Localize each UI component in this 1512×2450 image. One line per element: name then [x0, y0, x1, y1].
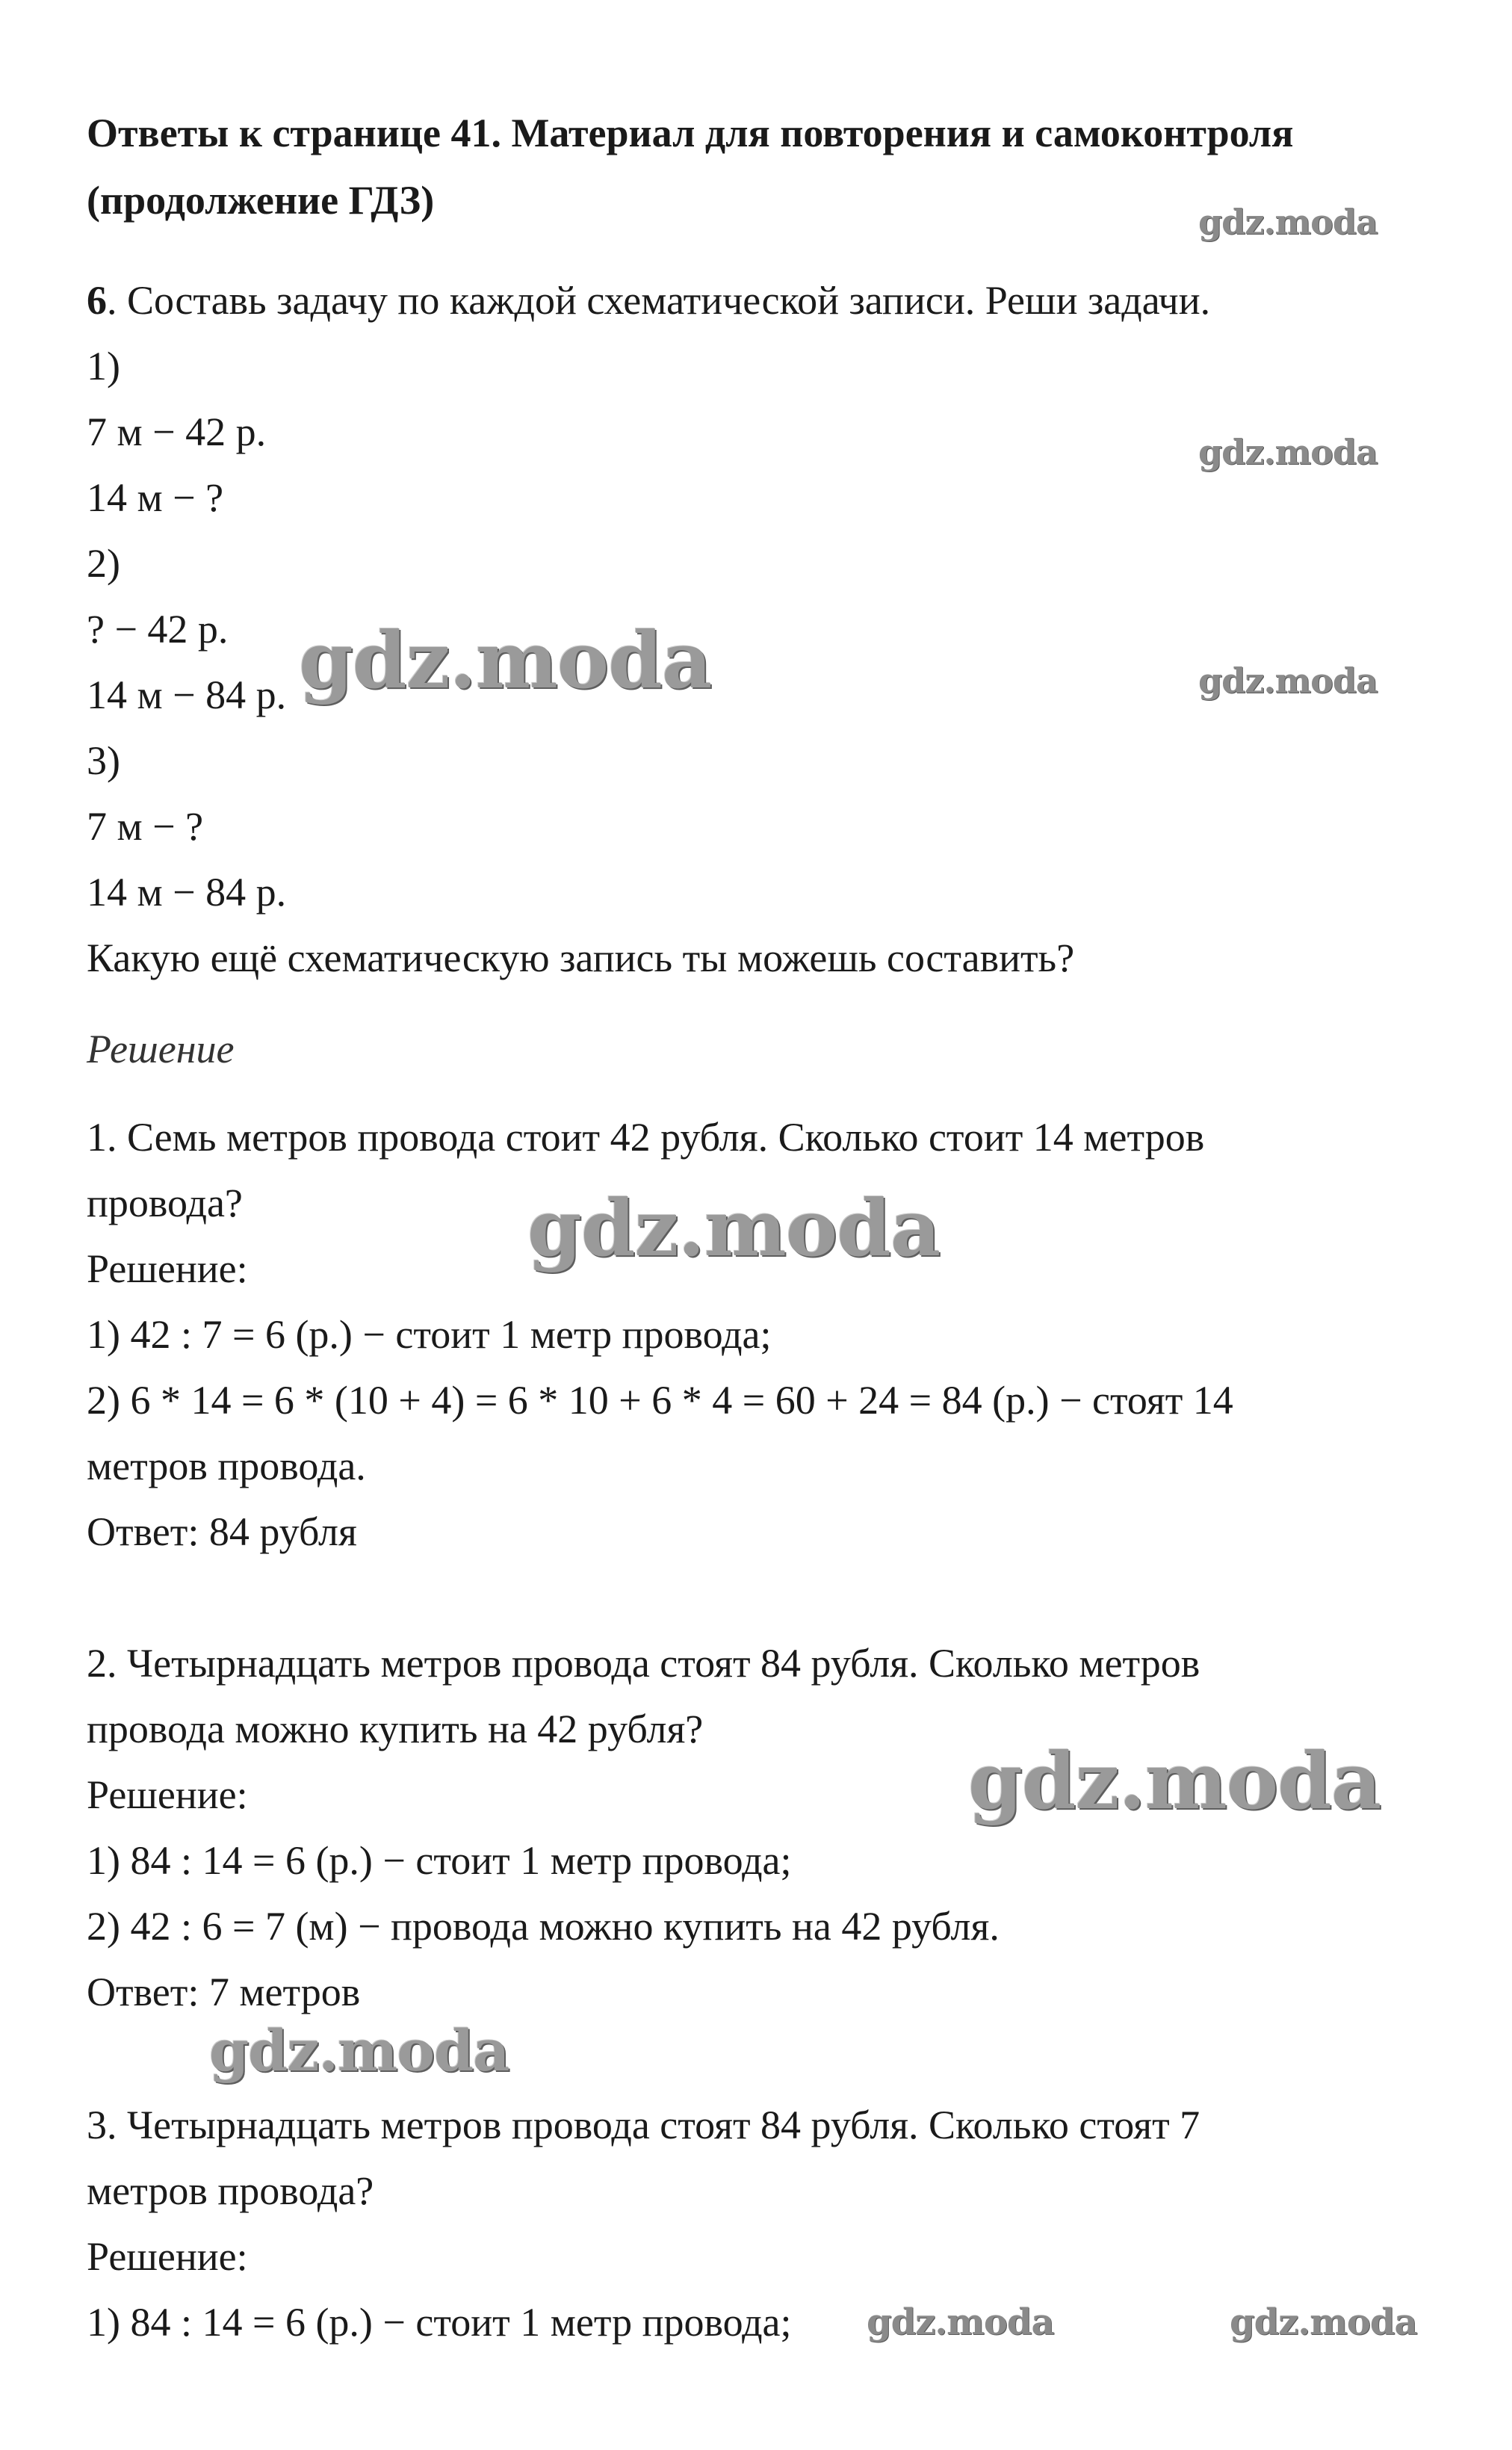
problem-2-step-1: 1) 84 : 14 = 6 (р.) − стоит 1 метр провода;	[87, 1838, 792, 1883]
problem-2-answer: Ответ: 7 метров	[87, 1970, 361, 2014]
problem-2-step-2: 2) 42 : 6 = 7 (м) − провода можно купить на 42 рубля.	[87, 1904, 1000, 1949]
watermark: gdz.moda	[867, 2301, 1054, 2343]
problem-2-solution-label: Решение:	[87, 1772, 248, 1817]
task-text: . Составь задачу по каждой схематической записи. Реши задачи.	[107, 278, 1211, 323]
watermark: gdz.moda	[1198, 202, 1378, 242]
watermark: gdz.moda	[209, 2017, 509, 2084]
page-title-line-1: Ответы к странице 41. Материал для повторения и самоконтроля	[87, 111, 1294, 155]
problem-2-text-line-1: 2. Четырнадцать метров провода стоят 84 рубля. Сколько метров	[87, 1641, 1200, 1686]
problem-1-answer: Ответ: 84 рубля	[87, 1509, 357, 1554]
scheme-1-line-1: 7 м − 42 р.	[87, 409, 267, 454]
watermark: gdz.moda	[527, 1182, 941, 1274]
problem-3-solution-label: Решение:	[87, 2234, 248, 2279]
scheme-2-line-2: 14 м − 84 р.	[87, 672, 287, 717]
watermark: gdz.moda	[1198, 661, 1378, 701]
scheme-3-label: 3)	[87, 738, 120, 783]
problem-1-text-line-1: 1. Семь метров провода стоит 42 рубля. Сколько стоит 14 метров	[87, 1115, 1205, 1160]
problem-1-step-1: 1) 42 : 7 = 6 (р.) − стоит 1 метр провода;	[87, 1312, 772, 1357]
watermark: gdz.moda	[968, 1735, 1381, 1827]
problem-1-step-2: 2) 6 * 14 = 6 * (10 + 4) = 6 * 10 + 6 * 4 = 60 + 24 = 84 (р.) − стоят 14	[87, 1378, 1233, 1423]
scheme-2-line-1: ? − 42 р.	[87, 607, 229, 652]
watermark: gdz.moda	[299, 614, 712, 706]
problem-1-text-line-2: провода?	[87, 1181, 243, 1225]
problem-1-solution-label: Решение:	[87, 1246, 248, 1291]
problem-3-text-line-2: метров провода?	[87, 2168, 374, 2213]
problem-1-step-2-cont: метров провода.	[87, 1444, 366, 1488]
scheme-2-label: 2)	[87, 541, 120, 586]
problem-3-text-line-1: 3. Четырнадцать метров провода стоят 84 рубля. Сколько стоят 7	[87, 2103, 1200, 2147]
watermark: gdz.moda	[1198, 432, 1378, 472]
solution-heading: Решение	[87, 1027, 235, 1071]
page-title-line-2: (продолжение ГДЗ)	[87, 178, 435, 223]
task-statement	[87, 276, 1210, 324]
scheme-3-line-2: 14 м − 84 р.	[87, 870, 287, 915]
scheme-3-line-1: 7 м − ?	[87, 804, 204, 849]
problem-3-step-1: 1) 84 : 14 = 6 (р.) − стоит 1 метр провода;	[87, 2300, 792, 2345]
scheme-1-label: 1)	[87, 344, 120, 389]
problem-2-text-line-2: провода можно купить на 42 рубля?	[87, 1707, 704, 1751]
task-question: Какую ещё схематическую запись ты можешь составить?	[87, 935, 1075, 980]
task-number: 6	[87, 278, 107, 323]
scheme-1-line-2: 14 м − ?	[87, 475, 224, 520]
watermark: gdz.moda	[1230, 2301, 1417, 2343]
